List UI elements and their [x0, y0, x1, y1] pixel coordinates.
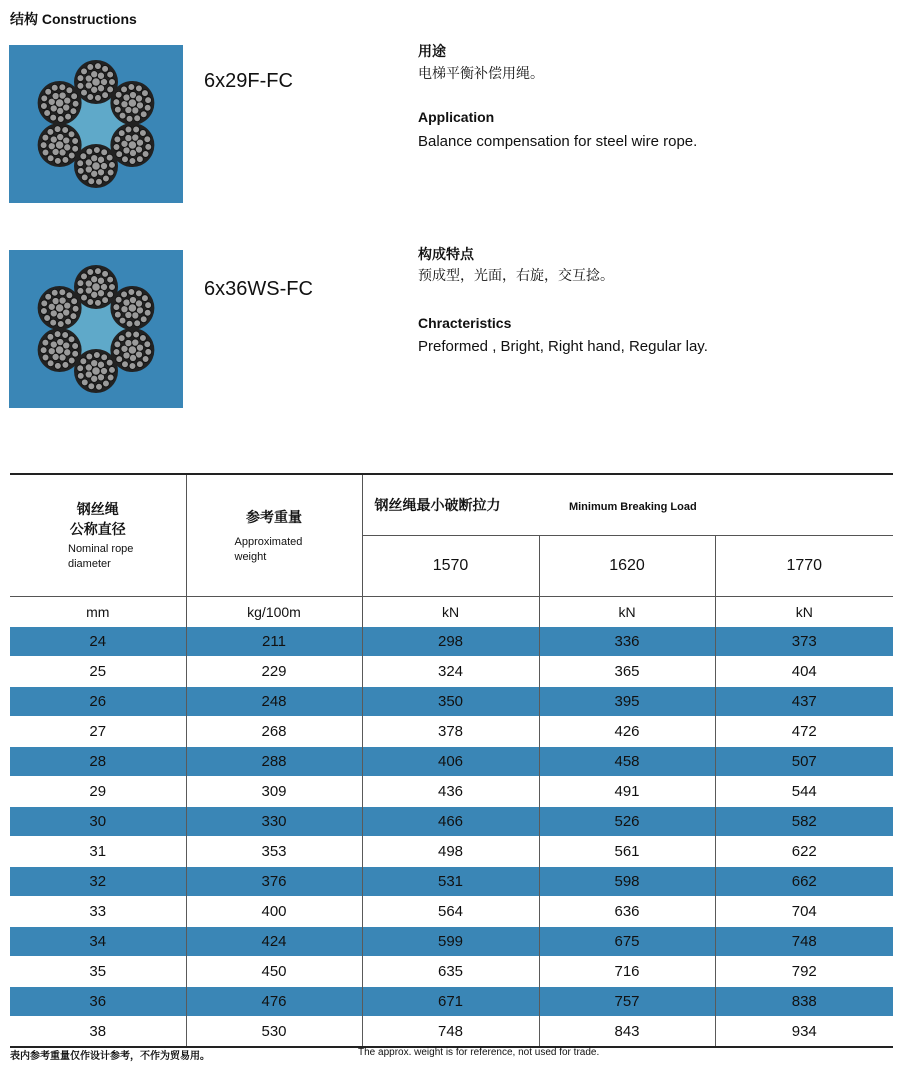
table-row [10, 777, 893, 807]
wire-rope-cross-section-icon [9, 250, 183, 408]
usage-cn-text: 电梯平衡补偿用绳。 [418, 65, 544, 81]
table-cell: 498 [362, 837, 539, 867]
characteristics-text: Preformed , Bright, Right hand, Regular lay. [418, 338, 708, 355]
mbl-cn: 钢丝绳最小破断拉力 [374, 497, 501, 513]
table-cell: 25 [10, 657, 186, 687]
table-row [10, 747, 893, 777]
table-cell: 31 [10, 837, 186, 867]
table-cell: 211 [186, 627, 362, 657]
table-row [10, 867, 893, 897]
table-cell: 564 [362, 897, 539, 927]
table-row [10, 927, 893, 957]
table-cell: 436 [362, 777, 539, 807]
table-row [10, 897, 893, 927]
usage-cn-heading: 用途 [418, 43, 446, 59]
unit-cell: kN [362, 597, 539, 627]
table-cell: 544 [715, 777, 893, 807]
application-text: Balance compensation for steel wire rope. [418, 133, 698, 150]
col1-cn-line2: 公称直径 [69, 521, 126, 537]
table-cell: 599 [362, 927, 539, 957]
table-cell: 491 [539, 777, 715, 807]
table-cell: 792 [715, 957, 893, 987]
table-cell: 748 [715, 927, 893, 957]
table-cell: 476 [186, 987, 362, 1017]
table-cell: 353 [186, 837, 362, 867]
table-cell: 561 [539, 837, 715, 867]
table-cell: 838 [715, 987, 893, 1017]
table-cell: 28 [10, 747, 186, 777]
table-cell: 395 [539, 687, 715, 717]
table-cell: 404 [715, 657, 893, 687]
table-cell: 466 [362, 807, 539, 837]
table-cell: 309 [186, 777, 362, 807]
characteristics-heading: Chracteristics [418, 315, 512, 331]
table-cell: 330 [186, 807, 362, 837]
footnote-cn: 表内参考重量仅作设计参考，不作为贸易用。 [10, 1051, 210, 1062]
table-cell: 34 [10, 927, 186, 957]
table-row [10, 807, 893, 837]
table-cell: 350 [362, 687, 539, 717]
features-cn-heading: 构成特点 [418, 246, 474, 262]
table-cell: 324 [362, 657, 539, 687]
table-cell: 531 [362, 867, 539, 897]
table-cell: 458 [539, 747, 715, 777]
table-cell: 716 [539, 957, 715, 987]
table-cell: 671 [362, 987, 539, 1017]
table-row [10, 657, 893, 687]
table-row [10, 1017, 893, 1048]
table-cell: 298 [362, 627, 539, 657]
unit-cell: kg/100m [186, 597, 362, 627]
table-cell: 32 [10, 867, 186, 897]
table-cell: 406 [362, 747, 539, 777]
table-body [10, 627, 893, 1048]
table-row [10, 717, 893, 747]
rope-cross-section-image-1 [9, 45, 183, 203]
col1-en-line2: diameter [68, 558, 111, 570]
table-header-row [10, 474, 893, 536]
table-cell: 530 [186, 1017, 362, 1048]
rope-model-label-2: 6x36WS-FC [204, 278, 313, 300]
unit-cell: mm [10, 597, 186, 627]
table-cell: 268 [186, 717, 362, 747]
table-row [10, 687, 893, 717]
table-cell: 376 [186, 867, 362, 897]
unit-cell: kN [539, 597, 715, 627]
col-weight-header [186, 474, 362, 597]
table-cell: 636 [539, 897, 715, 927]
table-cell: 704 [715, 897, 893, 927]
table-row [10, 987, 893, 1017]
table-cell: 675 [539, 927, 715, 957]
table-cell: 598 [539, 867, 715, 897]
col1-cn-line1: 钢丝绳 [76, 501, 119, 517]
table-cell: 336 [539, 627, 715, 657]
table-cell: 30 [10, 807, 186, 837]
table-cell: 24 [10, 627, 186, 657]
table-cell: 400 [186, 897, 362, 927]
table-cell: 365 [539, 657, 715, 687]
col2-cn: 参考重量 [246, 508, 302, 525]
table-cell: 229 [186, 657, 362, 687]
table-cell: 526 [539, 807, 715, 837]
table-cell: 450 [186, 957, 362, 987]
table-cell: 38 [10, 1017, 186, 1048]
table-row [10, 957, 893, 987]
application-heading: Application [418, 109, 495, 125]
table-cell: 35 [10, 957, 186, 987]
table-cell: 748 [362, 1017, 539, 1048]
table-cell: 757 [539, 987, 715, 1017]
table-cell: 635 [362, 957, 539, 987]
col1-en-line1: Nominal rope [68, 543, 134, 555]
table-cell: 426 [539, 717, 715, 747]
grade-1770: 1770 [715, 536, 893, 597]
unit-row [10, 597, 893, 627]
table-cell: 934 [715, 1017, 893, 1048]
table-cell: 248 [186, 687, 362, 717]
table-cell: 437 [715, 687, 893, 717]
mbl-en: Minimum Breaking Load [568, 501, 697, 513]
col2-en-line2: weight [234, 550, 267, 563]
footnote-en: The approx. weight is for reference, not used for trade. [358, 1047, 600, 1058]
table-row [10, 627, 893, 657]
col-mbl-header [362, 474, 893, 536]
table-cell: 424 [186, 927, 362, 957]
spec-table [10, 473, 893, 1048]
features-cn-text: 预成型，光面，右旋，交互捻。 [418, 267, 614, 283]
grade-1570: 1570 [362, 536, 539, 597]
table-cell: 662 [715, 867, 893, 897]
col2-en-line1: Approximated [234, 535, 303, 548]
table-cell: 378 [362, 717, 539, 747]
rope-cross-section-image-2 [9, 250, 183, 408]
grade-1620: 1620 [539, 536, 715, 597]
wire-rope-cross-section-icon [9, 45, 183, 203]
table-cell: 843 [539, 1017, 715, 1048]
table-cell: 27 [10, 717, 186, 747]
rope-model-label-1: 6x29F-FC [204, 70, 293, 92]
col-nominal-diameter-header [10, 474, 186, 597]
section-title: 结构 Constructions [10, 11, 137, 27]
table-cell: 472 [715, 717, 893, 747]
table-cell: 288 [186, 747, 362, 777]
table-row [10, 837, 893, 867]
table-cell: 373 [715, 627, 893, 657]
table-cell: 507 [715, 747, 893, 777]
table-cell: 582 [715, 807, 893, 837]
table-cell: 33 [10, 897, 186, 927]
table-cell: 622 [715, 837, 893, 867]
unit-cell: kN [715, 597, 893, 627]
table-cell: 26 [10, 687, 186, 717]
table-cell: 29 [10, 777, 186, 807]
table-cell: 36 [10, 987, 186, 1017]
